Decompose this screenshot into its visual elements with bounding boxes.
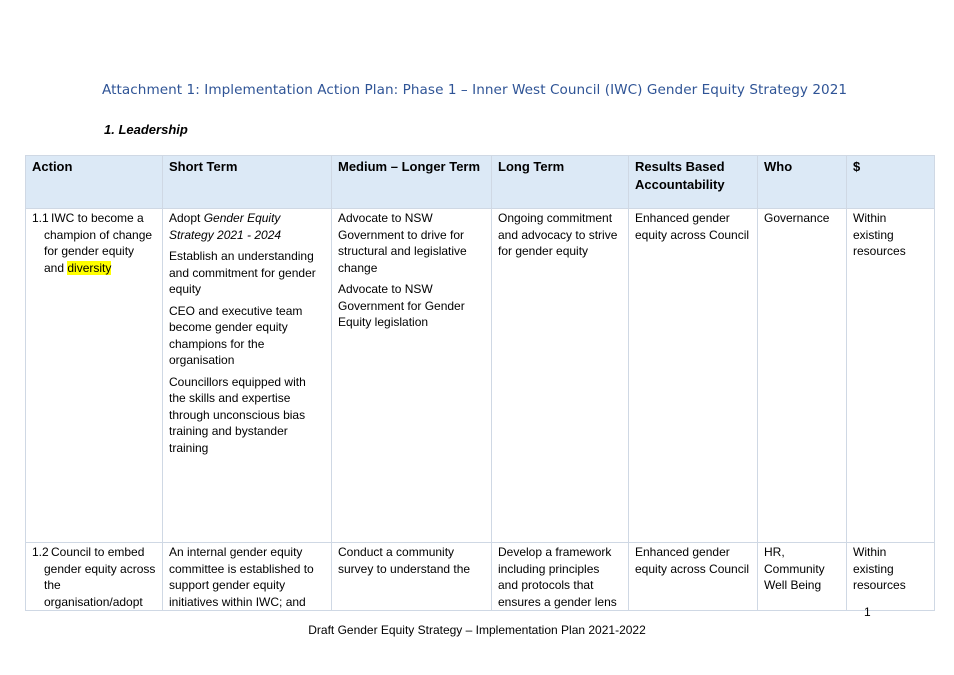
long-term-cell: Develop a framework including principles and protocols that ensures a gender lens [492, 543, 629, 611]
results-cell: Enhanced gender equity across Council [629, 543, 758, 611]
short-term-item: CEO and executive team become gender equity champions for the organisation [169, 303, 303, 367]
section-heading: 1. Leadership [104, 122, 188, 137]
results-cell: Enhanced gender equity across Council [629, 209, 758, 543]
column-header: Who [758, 156, 847, 209]
action-number: 1.1 [32, 211, 49, 225]
short-term-item: Councillors equipped with the skills and expertise through unconscious bias training and bystander training [169, 374, 306, 455]
short-term-cell [163, 209, 332, 543]
strategy-title: Gender Equity Strategy 2021 - 2024 [169, 211, 282, 242]
column-header: $ [847, 156, 935, 209]
table-row [26, 543, 935, 611]
medium-term-cell: Conduct a community survey to understand the [332, 543, 492, 611]
document-title: Attachment 1: Implementation Action Plan: Phase 1 – Inner West Council (IWC) Gender Equity Strategy 2021 [102, 82, 848, 98]
column-header: Medium – Longer Term [332, 156, 492, 209]
action-text: gender equity across the organisation/adopt [44, 561, 156, 609]
medium-term-item: Advocate to NSW Government to drive for structural and legislative change [338, 211, 467, 275]
action-number: 1.2 [32, 545, 49, 559]
adopt-prefix: Adopt [169, 211, 201, 225]
who-cell: HR, Community Well Being [758, 543, 847, 611]
page-number: 1 [864, 605, 871, 619]
table-header-row [26, 156, 935, 209]
column-header: Action [26, 156, 163, 209]
long-term-cell: Ongoing commitment and advocacy to strive for gender equity [492, 209, 629, 543]
table-row [26, 209, 935, 543]
medium-term-cell [332, 209, 492, 543]
page-footer: Draft Gender Equity Strategy – Implementation Plan 2021-2022 [308, 623, 646, 637]
column-header: Results Based Accountability [629, 156, 758, 209]
short-term-cell: An internal gender equity committee is established to support gender equity initiatives within IWC; and [163, 543, 332, 611]
cost-cell: Within existing resources [847, 543, 935, 611]
action-cell [26, 209, 163, 543]
action-plan-table [25, 155, 935, 611]
medium-term-item: Advocate to NSW Government for Gender Equity legislation [338, 282, 465, 329]
action-text: IWC to become a [51, 211, 144, 225]
column-header: Short Term [163, 156, 332, 209]
action-text: Council to embed [51, 545, 145, 559]
action-text: champion of change for gender equity and [44, 227, 153, 275]
short-term-item: Establish an understanding and commitment for gender equity [169, 249, 316, 296]
cost-cell: Within existing resources [847, 209, 935, 543]
highlighted-text: diversity [67, 260, 112, 275]
column-header: Long Term [492, 156, 629, 209]
who-cell: Governance [758, 209, 847, 543]
action-cell [26, 543, 163, 611]
